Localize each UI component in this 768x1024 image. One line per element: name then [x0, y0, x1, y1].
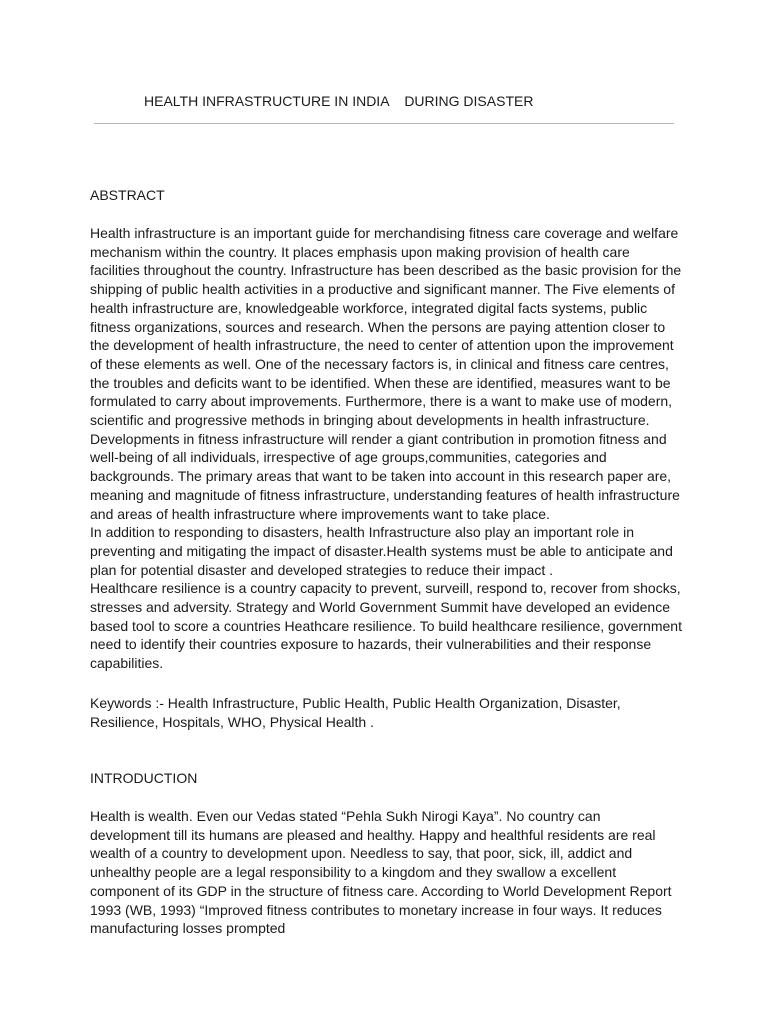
- keywords-text: Keywords :- Health Infrastructure, Public Health, Public Health Organization, Disaster, Resilience, Hospitals, WHO, Physical Health .: [90, 695, 621, 730]
- keywords-section: [90, 694, 682, 731]
- introduction-paragraph: Health is wealth. Even our Vedas stated “Pehla Sukh Nirogi Kaya”. No country can development till its humans are pleased and healthy. Happy and healthful residents are real wealth of a country to development upon. Needless to say, that poor, sick, ill, addict and unhealthy people are a legal responsibility to a kingdom and they swallow a excellent component of its GDP in the structure of fitness care. According to World Development Report 1993 (WB, 1993) “Improved fitness contributes to monetary increase in four ways. It reduces manufacturing losses prompted: [90, 808, 672, 937]
- introduction-heading: INTRODUCTION: [90, 770, 198, 786]
- abstract-body: [90, 224, 682, 673]
- abstract-heading: ABSTRACT: [90, 187, 165, 203]
- abstract-paragraph: In addition to responding to disasters, health Infrastructure also play an important role in preventing and mitigating the impact of disaster.Health systems must be able to anticipate and plan for potential disaster and developed strategies to reduce their impact .: [90, 524, 673, 578]
- introduction-body: [90, 807, 682, 938]
- abstract-paragraph: Health infrastructure is an important guide for merchandising fitness care coverage and welfare mechanism within the country. It places emphasis upon making provision of health care facilities throughout the country. Infrastructure has been described as the basic provision for the shipping of public health activities in a productive and significant manner. The Five elements of health infrastructure are, knowledgeable workforce, integrated digital facts systems, public fitness organizations, sources and research. When the persons are paying attention closer to the development of health infrastructure, the need to center of attention upon the improvement of these elements as well. One of the necessary factors is, in clinical and fitness care centres, the troubles and deficits want to be identified. When these are identified, measures want to be formulated to carry about improvements. Furthermore, there is a want to make use of modern, scientific and progressive methods in bringing about developments in health infrastructure. Developments in fitness infrastructure will render a giant contribution in promotion fitness and well-being of all individuals, irrespective of age groups,communities, categories and backgrounds. The primary areas that want to be taken into account in this research paper are, meaning and magnitude of fitness infrastructure, understanding features of health infrastructure and areas of health infrastructure where improvements want to take place.: [90, 225, 682, 522]
- title-divider: [94, 123, 674, 124]
- abstract-paragraph: Healthcare resilience is a country capacity to prevent, surveill, respond to, recover from shocks, stresses and adversity. Strategy and World Government Summit have developed an evidence based tool to score a countries Heathcare resilience. To build healthcare resilience, government need to identify their countries exposure to hazards, their vulnerabilities and their response capabilities.: [90, 580, 682, 672]
- document-title: HEALTH INFRASTRUCTURE IN INDIA DURING DISASTER: [144, 93, 534, 109]
